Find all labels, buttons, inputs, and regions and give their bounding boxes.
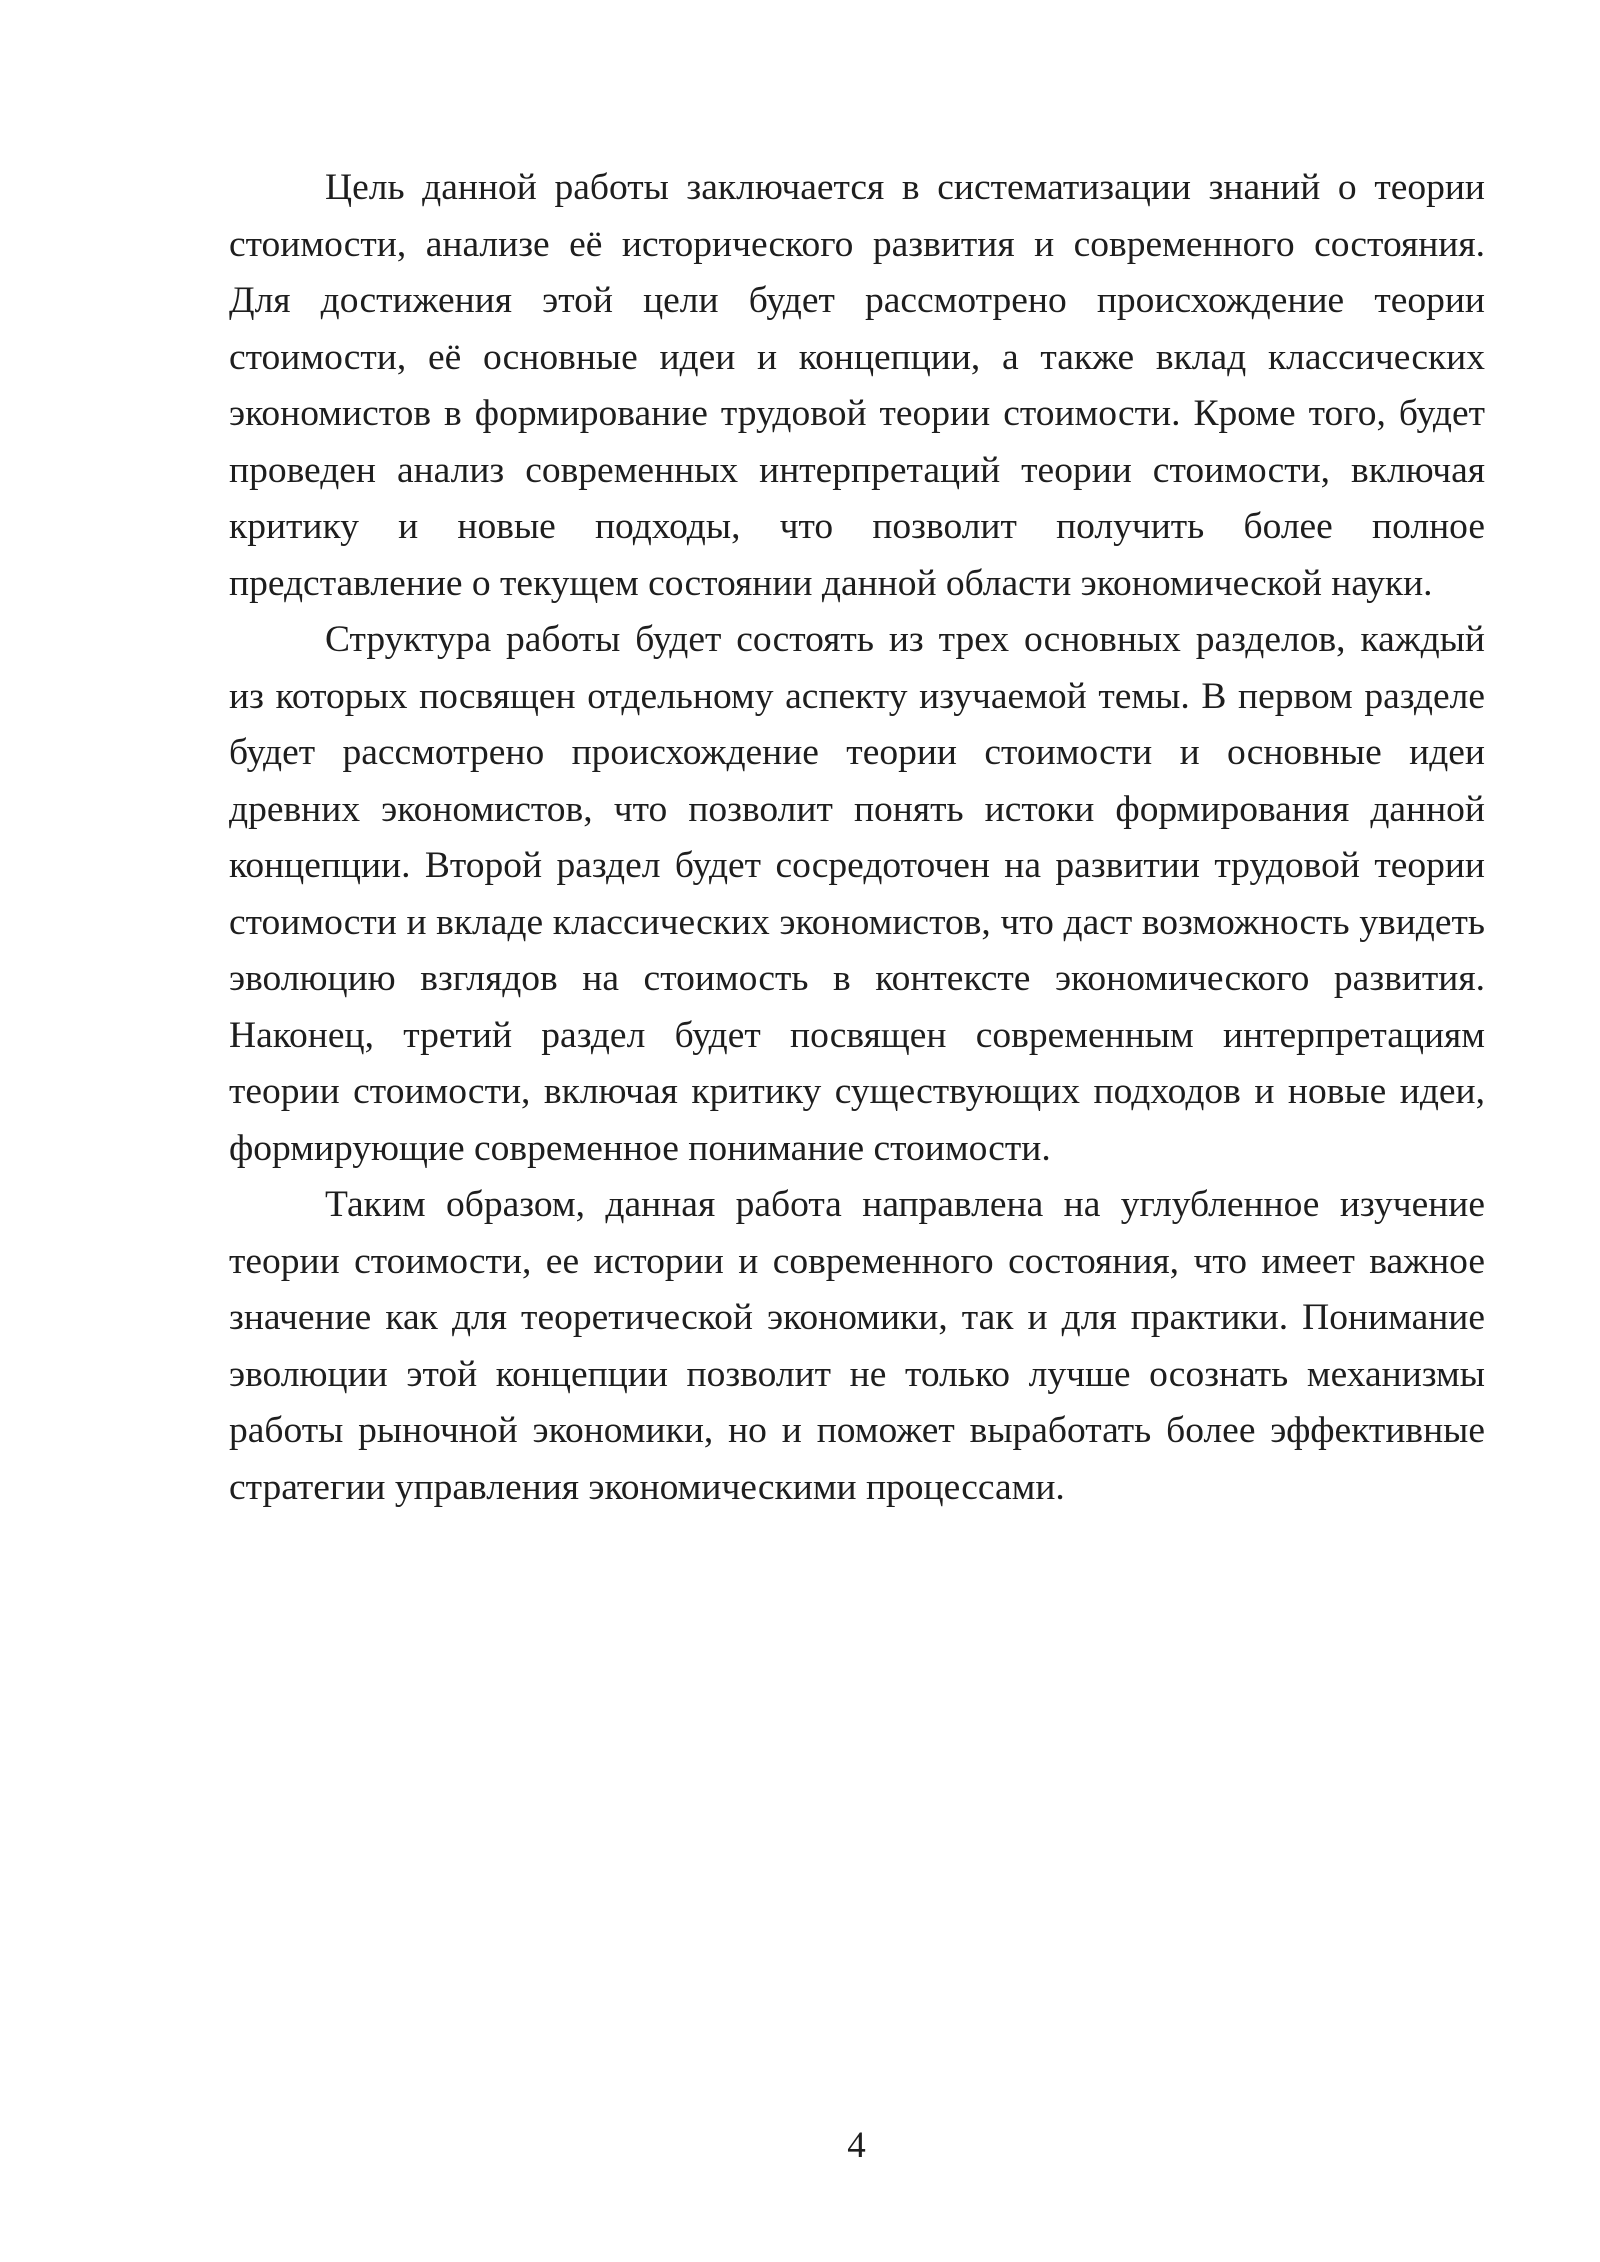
page-number: 4	[847, 2125, 866, 2166]
body-text	[229, 160, 1485, 1516]
paragraph-goal: Цель данной работы заключается в систематизации знаний о теории стоимости, анализе её исторического развития и современного состояния. Для достижения этой цели будет рассмотрено происхождение теории стоимости, её основные идеи и концепции, а также вклад классических экономистов в формирование трудовой теории стоимости. Кроме того, будет проведен анализ современных интерпретаций теории стоимости, включая критику и новые подходы, что позволит получить более полное представление о текущем состоянии данной области экономической науки.	[229, 167, 1485, 604]
paragraph-conclusion: Таким образом, данная работа направлена на углубленное изучение теории стоимости, ее истории и современного состояния, что имеет важное значение как для теоретической экономики, так и для практики. Понимание эволюции этой концепции позволит не только лучше осознать механизмы работы рыночной экономики, но и поможет выработать более эффективные стратегии управления экономическими процессами.	[229, 1184, 1485, 1508]
paragraph-structure: Структура работы будет состоять из трех основных разделов, каждый из которых посвящен отдельному аспекту изучаемой темы. В первом разделе будет рассмотрено происхождение теории стоимости и основные идеи древних экономистов, что позволит понять истоки формирования данной концепции. Второй раздел будет сосредоточен на развитии трудовой теории стоимости и вкладе классических экономистов, что даст возможность увидеть эволюцию взглядов на стоимость в контексте экономического развития. Наконец, третий раздел будет посвящен современным интерпретациям теории стоимости, включая критику существующих подходов и новые идеи, формирующие современное понимание стоимости.	[229, 619, 1485, 1169]
